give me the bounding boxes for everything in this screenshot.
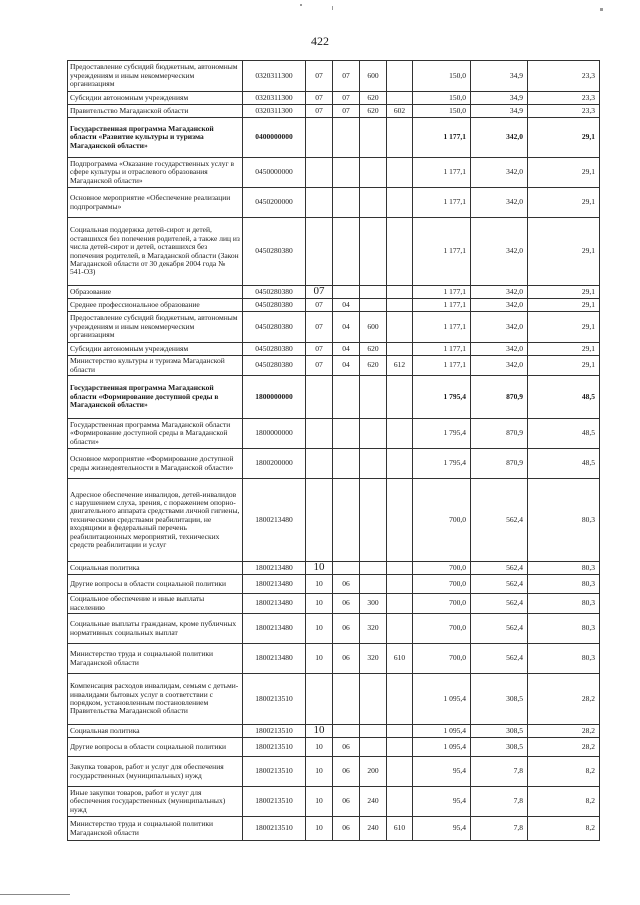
cell-rz: 10 (306, 787, 333, 817)
cell-name: Социальные выплаты гражданам, кроме публичных нормативных социальных выплат (68, 614, 243, 644)
cell-rz-value: 07 (313, 285, 325, 298)
cell-csr: 1800213480 (243, 562, 306, 575)
cell-pr (333, 449, 360, 479)
cell-pr (333, 118, 360, 158)
cell-rz-value: 10 (313, 724, 325, 737)
cell-vr: 300 (360, 594, 387, 614)
cell-csr: 0450280380 (243, 312, 306, 343)
cell-exec: 308,5 (471, 674, 528, 725)
cell-exec: 34,9 (471, 105, 528, 118)
cell-pct: 80,3 (528, 479, 600, 562)
cell-gr (387, 449, 413, 479)
cell-pct: 8,2 (528, 787, 600, 817)
table-row (68, 757, 600, 787)
cell-vr (360, 188, 387, 218)
cell-rz: 10 (306, 594, 333, 614)
cell-vr: 320 (360, 644, 387, 674)
cell-pct: 29,1 (528, 343, 600, 356)
cell-pct: 29,1 (528, 312, 600, 343)
cell-name: Закупка товаров, работ и услуг для обеспечения государственных (муниципальных) нужд (68, 757, 243, 787)
table-row (68, 312, 600, 343)
cell-rz: 07 (306, 299, 333, 312)
table-row (68, 562, 600, 575)
cell-name: Другие вопросы в области социальной политики (68, 738, 243, 757)
cell-exec: 7,8 (471, 787, 528, 817)
cell-plan: 150,0 (413, 61, 471, 92)
cell-name: Социальная политика (68, 562, 243, 575)
table-row (68, 356, 600, 376)
cell-csr: 1800213510 (243, 738, 306, 757)
cell-gr (387, 92, 413, 105)
cell-name: Министерство культуры и туризма Магаданской области (68, 356, 243, 376)
cell-exec: 562,4 (471, 562, 528, 575)
cell-vr (360, 299, 387, 312)
cell-gr: 610 (387, 644, 413, 674)
cell-gr (387, 562, 413, 575)
cell-vr: 320 (360, 614, 387, 644)
cell-pr (333, 158, 360, 188)
cell-rz (306, 376, 333, 419)
cell-rz: 10 (306, 817, 333, 841)
cell-csr: 1800213510 (243, 817, 306, 841)
cell-plan: 1 177,1 (413, 218, 471, 286)
cell-name: Министерство труда и социальной политики Магаданской области (68, 644, 243, 674)
cell-rz (306, 674, 333, 725)
cell-pct: 80,3 (528, 594, 600, 614)
cell-csr: 0450200000 (243, 188, 306, 218)
cell-name: Иные закупки товаров, работ и услуг для обеспечения государственных (муниципальных) нужд (68, 787, 243, 817)
cell-gr (387, 674, 413, 725)
cell-gr (387, 343, 413, 356)
cell-name: Подпрограмма «Оказание государственных услуг в сфере культуры и отраслевого образования Магаданской области» (68, 158, 243, 188)
cell-pct: 48,5 (528, 449, 600, 479)
cell-plan: 1 177,1 (413, 158, 471, 188)
cell-pr (333, 674, 360, 725)
cell-csr: 0450280380 (243, 286, 306, 299)
cell-pr: 06 (333, 594, 360, 614)
cell-pr: 04 (333, 299, 360, 312)
cell-name: Основное мероприятие «Формирование доступной среды жизнедеятельности в Магаданской области» (68, 449, 243, 479)
table-row (68, 419, 600, 449)
cell-pr (333, 725, 360, 738)
cell-gr (387, 575, 413, 594)
table-row (68, 738, 600, 757)
cell-exec: 562,4 (471, 614, 528, 644)
cell-pr: 04 (333, 356, 360, 376)
cell-vr: 620 (360, 105, 387, 118)
cell-pct: 29,1 (528, 218, 600, 286)
cell-name: Предоставление субсидий бюджетным, автономным учреждениям и иным некоммерческим организациям (68, 61, 243, 92)
cell-exec: 342,0 (471, 356, 528, 376)
cell-pr: 07 (333, 105, 360, 118)
cell-pct: 23,3 (528, 105, 600, 118)
cell-pr: 06 (333, 738, 360, 757)
cell-plan: 1 095,4 (413, 674, 471, 725)
cell-csr: 0450280380 (243, 356, 306, 376)
cell-rz: 07 (306, 343, 333, 356)
cell-exec: 342,0 (471, 312, 528, 343)
cell-gr (387, 286, 413, 299)
cell-gr (387, 312, 413, 343)
cell-rz: 10 (306, 644, 333, 674)
table-row (68, 817, 600, 841)
cell-gr (387, 725, 413, 738)
cell-plan: 700,0 (413, 479, 471, 562)
cell-rz-value: 10 (313, 561, 325, 574)
cell-gr (387, 299, 413, 312)
cell-csr: 1800213480 (243, 644, 306, 674)
cell-vr: 620 (360, 343, 387, 356)
cell-csr: 1800213510 (243, 725, 306, 738)
cell-plan: 95,4 (413, 787, 471, 817)
cell-plan: 150,0 (413, 105, 471, 118)
cell-rz: 07 (306, 92, 333, 105)
table-row (68, 118, 600, 158)
table-row (68, 594, 600, 614)
cell-name: Другие вопросы в области социальной политики (68, 575, 243, 594)
cell-exec: 870,9 (471, 376, 528, 419)
table-row (68, 286, 600, 299)
cell-vr (360, 479, 387, 562)
cell-name: Государственная программа Магаданской области «Формирование доступной среды в Магаданской области» (68, 376, 243, 419)
table-row (68, 92, 600, 105)
cell-csr: 1800000000 (243, 376, 306, 419)
cell-rz (306, 158, 333, 188)
cell-exec: 870,9 (471, 449, 528, 479)
cell-pr: 06 (333, 787, 360, 817)
cell-vr (360, 158, 387, 188)
scan-mark-2 (332, 6, 333, 10)
cell-pr: 04 (333, 312, 360, 343)
cell-name: Предоставление субсидий бюджетным, автономным учреждениям и иным некоммерческим организациям (68, 312, 243, 343)
budget-table (67, 60, 600, 841)
cell-plan: 700,0 (413, 644, 471, 674)
cell-pct: 29,1 (528, 188, 600, 218)
cell-plan: 1 177,1 (413, 356, 471, 376)
table-row (68, 158, 600, 188)
cell-plan: 700,0 (413, 614, 471, 644)
cell-pr (333, 218, 360, 286)
table-row (68, 479, 600, 562)
cell-exec: 34,9 (471, 61, 528, 92)
cell-name: Государственная программа Магаданской области «Формирование доступной среды в Магаданской области» (68, 419, 243, 449)
cell-pr: 07 (333, 61, 360, 92)
cell-name: Образование (68, 286, 243, 299)
table-row (68, 343, 600, 356)
cell-csr: 0450280380 (243, 218, 306, 286)
cell-pr: 06 (333, 644, 360, 674)
table-row (68, 674, 600, 725)
table-row (68, 218, 600, 286)
cell-exec: 342,0 (471, 343, 528, 356)
cell-name: Социальное обеспечение и иные выплаты населению (68, 594, 243, 614)
cell-name: Среднее профессиональное образование (68, 299, 243, 312)
cell-plan: 1 795,4 (413, 419, 471, 449)
cell-vr: 600 (360, 61, 387, 92)
footer-line (0, 894, 70, 895)
cell-pr: 06 (333, 575, 360, 594)
cell-csr: 0320311300 (243, 92, 306, 105)
cell-csr: 1800213480 (243, 479, 306, 562)
cell-exec: 562,4 (471, 575, 528, 594)
cell-pr (333, 419, 360, 449)
cell-vr: 240 (360, 817, 387, 841)
cell-rz (306, 118, 333, 158)
cell-vr (360, 376, 387, 419)
cell-csr: 0320311300 (243, 61, 306, 92)
cell-gr (387, 738, 413, 757)
cell-exec: 7,8 (471, 757, 528, 787)
cell-plan: 700,0 (413, 575, 471, 594)
cell-csr: 0450000000 (243, 158, 306, 188)
cell-pct: 23,3 (528, 61, 600, 92)
cell-csr: 0450280380 (243, 343, 306, 356)
cell-vr (360, 575, 387, 594)
cell-vr (360, 419, 387, 449)
cell-rz: 10 (306, 575, 333, 594)
cell-rz: 07 (306, 105, 333, 118)
cell-name: Субсидии автономным учреждениям (68, 343, 243, 356)
cell-rz (306, 419, 333, 449)
cell-pct: 80,3 (528, 562, 600, 575)
cell-rz: 10 (306, 738, 333, 757)
cell-exec: 870,9 (471, 419, 528, 449)
cell-rz: 07 (306, 356, 333, 376)
cell-pct: 48,5 (528, 376, 600, 419)
cell-csr: 1800000000 (243, 419, 306, 449)
cell-plan: 95,4 (413, 817, 471, 841)
cell-exec: 562,4 (471, 479, 528, 562)
cell-rz (306, 286, 333, 299)
cell-gr (387, 787, 413, 817)
cell-name: Министерство труда и социальной политики Магаданской области (68, 817, 243, 841)
cell-plan: 1 177,1 (413, 312, 471, 343)
cell-vr: 240 (360, 787, 387, 817)
cell-plan: 1 177,1 (413, 188, 471, 218)
cell-gr (387, 614, 413, 644)
cell-plan: 1 177,1 (413, 118, 471, 158)
cell-rz (306, 218, 333, 286)
cell-exec: 342,0 (471, 158, 528, 188)
cell-rz (306, 725, 333, 738)
cell-gr (387, 188, 413, 218)
cell-plan: 700,0 (413, 594, 471, 614)
scan-mark-3 (600, 8, 603, 11)
cell-plan: 1 095,4 (413, 725, 471, 738)
table-row (68, 188, 600, 218)
cell-pct: 29,1 (528, 118, 600, 158)
cell-gr (387, 376, 413, 419)
cell-csr: 1800213480 (243, 594, 306, 614)
cell-vr: 200 (360, 757, 387, 787)
cell-name: Компенсация расходов инвалидам, семьям с детьми-инвалидами бытовых услуг в соответствии с порядком, установленным постановлением Правительства Магаданской области (68, 674, 243, 725)
cell-exec: 342,0 (471, 118, 528, 158)
cell-pct: 28,2 (528, 674, 600, 725)
cell-plan: 1 177,1 (413, 343, 471, 356)
cell-gr (387, 61, 413, 92)
cell-csr: 0450280380 (243, 299, 306, 312)
cell-plan: 95,4 (413, 757, 471, 787)
cell-name: Субсидии автономным учреждениям (68, 92, 243, 105)
cell-vr (360, 118, 387, 158)
cell-pr (333, 562, 360, 575)
cell-pr (333, 286, 360, 299)
table-row (68, 299, 600, 312)
table-row (68, 575, 600, 594)
scan-mark-1 (300, 4, 302, 6)
cell-gr (387, 419, 413, 449)
cell-pct: 80,3 (528, 644, 600, 674)
cell-gr (387, 594, 413, 614)
cell-gr (387, 479, 413, 562)
cell-name: Социальная поддержка детей-сирот и детей, оставшихся без попечения родителей, а также лиц из числа детей-сирот и детей, оставшихся без попечения родителей, в Магаданской области (Закон Магаданской области от 30 декабря 2004 года № 541-ОЗ) (68, 218, 243, 286)
cell-csr: 1800213510 (243, 787, 306, 817)
cell-plan: 1 177,1 (413, 299, 471, 312)
table-row (68, 105, 600, 118)
cell-vr (360, 286, 387, 299)
cell-rz (306, 188, 333, 218)
cell-plan: 1 795,4 (413, 376, 471, 419)
cell-gr: 612 (387, 356, 413, 376)
cell-pr (333, 188, 360, 218)
cell-gr (387, 118, 413, 158)
cell-pr (333, 376, 360, 419)
cell-pr: 07 (333, 92, 360, 105)
cell-pct: 28,2 (528, 738, 600, 757)
cell-rz (306, 449, 333, 479)
cell-vr (360, 218, 387, 286)
cell-pct: 80,3 (528, 614, 600, 644)
cell-gr: 610 (387, 817, 413, 841)
table-body (68, 61, 600, 841)
cell-pct: 29,1 (528, 299, 600, 312)
cell-csr: 1800213510 (243, 757, 306, 787)
cell-csr: 1800213480 (243, 575, 306, 594)
cell-gr (387, 218, 413, 286)
cell-exec: 342,0 (471, 218, 528, 286)
cell-name: Правительство Магаданской области (68, 105, 243, 118)
table-row (68, 614, 600, 644)
cell-vr: 600 (360, 312, 387, 343)
cell-csr: 0400000000 (243, 118, 306, 158)
cell-gr (387, 158, 413, 188)
cell-name: Основное мероприятие «Обеспечение реализации подпрограммы» (68, 188, 243, 218)
cell-plan: 1 177,1 (413, 286, 471, 299)
cell-plan: 150,0 (413, 92, 471, 105)
table-row (68, 449, 600, 479)
cell-exec: 308,5 (471, 725, 528, 738)
cell-vr: 620 (360, 92, 387, 105)
cell-exec: 34,9 (471, 92, 528, 105)
cell-pct: 29,1 (528, 356, 600, 376)
cell-pr: 04 (333, 343, 360, 356)
table-row (68, 787, 600, 817)
cell-rz (306, 562, 333, 575)
table-row (68, 725, 600, 738)
cell-pct: 8,2 (528, 757, 600, 787)
cell-pct: 28,2 (528, 725, 600, 738)
cell-csr: 1800200000 (243, 449, 306, 479)
cell-name: Государственная программа Магаданской области «Развитие культуры и туризма Магаданской области» (68, 118, 243, 158)
cell-plan: 1 095,4 (413, 738, 471, 757)
cell-rz: 07 (306, 312, 333, 343)
cell-rz: 07 (306, 61, 333, 92)
table-row (68, 376, 600, 419)
cell-gr (387, 757, 413, 787)
cell-exec: 342,0 (471, 286, 528, 299)
cell-pct: 80,3 (528, 575, 600, 594)
cell-rz: 10 (306, 757, 333, 787)
cell-pct: 23,3 (528, 92, 600, 105)
cell-rz: 10 (306, 614, 333, 644)
cell-rz (306, 479, 333, 562)
cell-exec: 562,4 (471, 594, 528, 614)
cell-pr (333, 479, 360, 562)
cell-gr: 602 (387, 105, 413, 118)
cell-csr: 0320311300 (243, 105, 306, 118)
cell-name: Социальная политика (68, 725, 243, 738)
cell-vr (360, 449, 387, 479)
cell-exec: 342,0 (471, 188, 528, 218)
cell-pct: 8,2 (528, 817, 600, 841)
cell-pr: 06 (333, 817, 360, 841)
cell-pr: 06 (333, 757, 360, 787)
cell-vr (360, 738, 387, 757)
table-row (68, 61, 600, 92)
cell-exec: 7,8 (471, 817, 528, 841)
cell-pr: 06 (333, 614, 360, 644)
cell-pct: 29,1 (528, 286, 600, 299)
cell-exec: 562,4 (471, 644, 528, 674)
cell-pct: 48,5 (528, 419, 600, 449)
cell-exec: 342,0 (471, 299, 528, 312)
cell-csr: 1800213480 (243, 614, 306, 644)
page-number: 422 (311, 34, 329, 48)
cell-plan: 1 795,4 (413, 449, 471, 479)
cell-vr (360, 725, 387, 738)
cell-vr (360, 674, 387, 725)
cell-vr (360, 562, 387, 575)
cell-exec: 308,5 (471, 738, 528, 757)
cell-plan: 700,0 (413, 562, 471, 575)
cell-pct: 29,1 (528, 158, 600, 188)
table-row (68, 644, 600, 674)
cell-vr: 620 (360, 356, 387, 376)
cell-csr: 1800213510 (243, 674, 306, 725)
cell-name: Адресное обеспечение инвалидов, детей-инвалидов с нарушением слуха, зрения, с поражением опорно-двигательного аппарата средствами личной гигиены, техническими средствами реабилитации, не входящими в федеральный перечень реабилитационных мероприятий, технических средств реабилитации и услуг (68, 479, 243, 562)
